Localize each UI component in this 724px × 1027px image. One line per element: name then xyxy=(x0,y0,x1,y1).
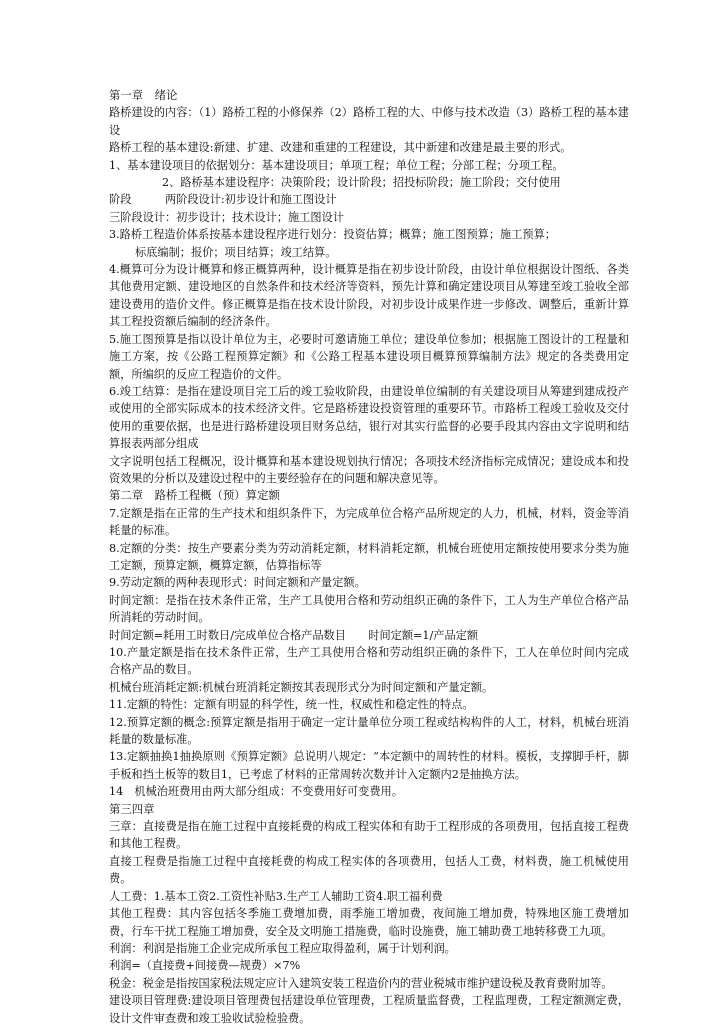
paragraph: 建设项目管理费:建设项目管理费包括建设单位管理费，工程质量监督费，工程监理费，工程定额测定费，设计文件审查费和竣工验收试验检验费。 xyxy=(109,994,629,1025)
paragraph: 7.定额是指在正常的生产技术和组织条件下，为完成单位合格产品所规定的人力，机械，材料，资金等消耗量的标准。 xyxy=(109,506,629,538)
paragraph: 5.施工图预算是指以设计单位为主，必要时可邀请施工单位；建设单位参加；根据施工图设计的工程量和施工方案，按《公路工程预算定额》和《公路工程基本建设项目概算预算编制方法》规定的各类费用定额，所编织的反应工程造价的文件。 xyxy=(109,332,629,381)
formula-line: 利润=（直接费+间接费—规费）×7% xyxy=(109,959,301,973)
document-body xyxy=(109,87,629,1027)
paragraph: 2、路桥基本建设程序：决策阶段；设计阶段；招投标阶段；施工阶段；交付使用 xyxy=(162,176,561,190)
chapter-3-4-heading: 第三四章 xyxy=(109,801,155,816)
paragraph: 14 机械治班费用由两大部分组成：不变费用好可变费用。 xyxy=(109,785,403,799)
paragraph: 1、基本建设项目的依据划分：基本建设项目；单项工程；单位工程；分部工程；分项工程。 xyxy=(109,158,564,172)
paragraph: 标底编制；报价；项目结算；竣工结算。 xyxy=(135,245,337,259)
paragraph: 9.劳动定额的两种表现形式：时间定额和产量定额。 xyxy=(109,576,366,590)
paragraph: 11.定额的特性：定额有明显的科学性，统一性，权威性和稳定性的特点。 xyxy=(109,698,474,712)
paragraph: 机械台班消耗定额:机械台班消耗定额按其表现形式分为时间定额和产量定额。 xyxy=(109,680,494,694)
paragraph: 路桥建设的内容：（1）路桥工程的小修保养（2）路桥工程的大、中修与技术改造（3）路桥工程的基本建设 xyxy=(109,106,629,137)
paragraph: 阶段 两阶段设计:初步设计和施工图设计 xyxy=(109,193,337,207)
paragraph: 三阶段设计：初步设计；技术设计；施工图设计 xyxy=(109,210,344,224)
paragraph: 12.预算定额的概念:预算定额是指用于确定一定计量单位分项工程或结构构件的人工，材料，机械台班消耗量的数量标准。 xyxy=(109,715,629,747)
paragraph: 10.产量定额是指在技术条件正常，生产工具使用合格和劳动组织正确的条件下，工人在单位时间内完成合格产品的数目。 xyxy=(109,646,629,677)
paragraph: 13.定额抽换1抽换原则《预算定额》总说明八规定：“本定额中的周转性的材料。模板，支撑脚手杆，脚手板和挡土板等的数目1，已考虑了材料的正常周转次数并计入定额内2是抽换方法。 xyxy=(109,750,629,781)
paragraph: 其他工程费：其内容包括冬季施工费增加费，雨季施工增加费，夜间施工增加费，特殊地区施工费增加费，行车干扰工程施工增加费，安全及文明施工措施费，临时设施费，施工辅助费工地转移费工九项。 xyxy=(109,907,629,938)
paragraph: 3.路桥工程造价体系按基本建设程序进行划分：投资估算；概算；施工图预算；施工预算； xyxy=(109,228,556,242)
paragraph: 利润：利润是指施工企业完成所承包工程应取得盈利，属于计划利润。 xyxy=(109,941,456,955)
chapter-2-heading: 第二章 路桥工程概（预）算定额 xyxy=(109,488,280,503)
paragraph: 直接工程费是指施工过程中直接耗费的构成工程实体的各项费用，包括人工费，材料费，施工机械使用费。 xyxy=(109,854,629,886)
paragraph: 三章：直接费是指在施工过程中直接耗费的构成工程实体和有助于工程形成的各项费用，包括直接工程费和其他工程费。 xyxy=(109,820,629,851)
paragraph: 时间定额：是指在技术条件正常，生产工具使用合格和劳动组织正确的条件下，工人为生产单位合格产品所消耗的劳动时间。 xyxy=(109,593,629,625)
paragraph: 文字说明包括工程概况，设计概算和基本建设规划执行情况；各项技术经济指标完成情况；建设成本和投资效果的分析以及建设过程中的主要经验存在的问题和解决意见等。 xyxy=(109,454,629,485)
chapter-1-heading: 第一章 绪论 xyxy=(109,88,178,102)
paragraph: 6.竣工结算：是指在建设项目完工后的竣工验收阶段，由建设单位编制的有关建设项目从筹建到建成投产或使用的全部实际成本的技术经济文件。它是路桥建设投资管理的重要环节。市路桥工程竣工验收及交付使用的重要依据，也是进行路桥建设项目财务总结，银行对其实行监督的必要手段其内容由文字说明和结算报表两部分组成 xyxy=(109,384,629,451)
paragraph: 路桥工程的基本建设:新建、扩建、改建和重建的工程建设，其中新建和改建是最主要的形式。 xyxy=(109,141,572,155)
formula-line: 时间定额=耗用工时数日/完成单位合格产品数目 时间定额=1/产品定额 xyxy=(109,628,479,642)
paragraph: 人工费：1.基本工资2.工资性补贴3.生产工人辅助工资4.职工福利费 xyxy=(109,889,443,903)
paragraph: 8.定额的分类：按生产要素分类为劳动消耗定额，材料消耗定额，机械台班使用定额按使用要求分类为施工定额，预算定额，概算定额，估算指标等 xyxy=(109,541,629,572)
paragraph: 4.概算可分为设计概算和修正概算两种，设计概算是指在初步设计阶段，由设计单位根据设计图纸、各类其他费用定额、建设地区的自然条件和技术经济等资料，预先计算和确定建设项目从筹建至竣工验收全部建设费用的造价文件。修正概算是指在技术设计阶段，对初步设计成果作进一步修改、调整后，重新计算其工程投资额后编制的经济条件。 xyxy=(109,263,629,329)
paragraph: 税金：税金是指按国家税法规定应计入建筑安装工程造价内的营业税城市维护建设税及教育费附加等。 xyxy=(109,976,613,990)
